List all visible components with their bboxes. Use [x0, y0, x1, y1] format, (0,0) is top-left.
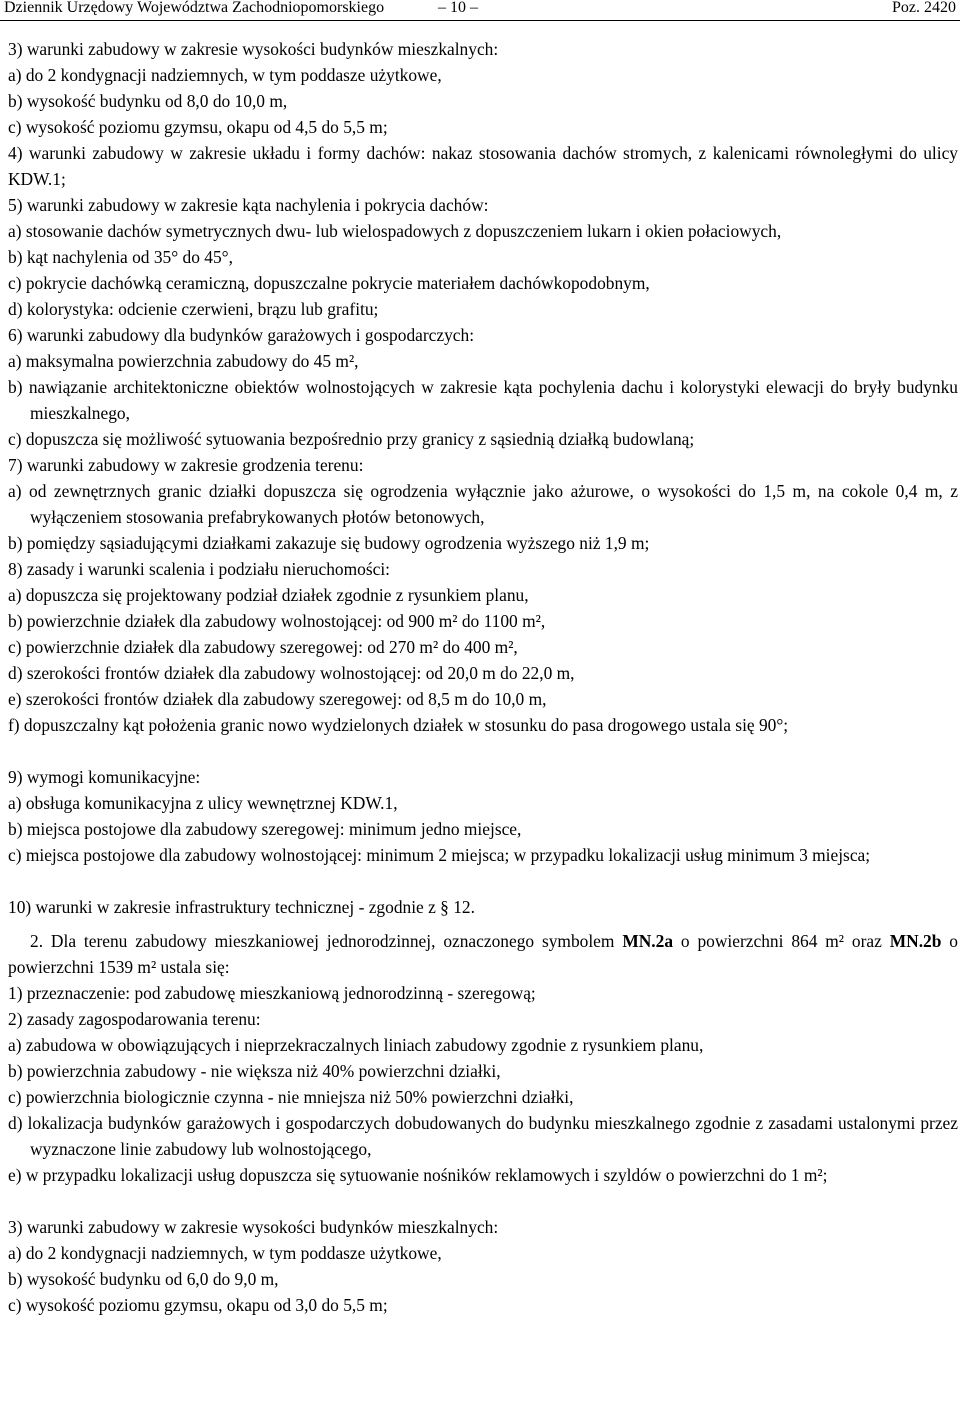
- paragraph: 10) warunki w zakresie infrastruktury technicznej - zgodnie z § 12.: [8, 897, 475, 917]
- journal-title: Dziennik Urzędowy Województwa Zachodniopomorskiego: [4, 0, 385, 16]
- paragraph: 1) przeznaczenie: pod zabudowę mieszkaniową jednorodzinną - szeregową;: [8, 983, 536, 1003]
- paragraph: 2) zasady zagospodarowania terenu:: [8, 1009, 261, 1029]
- document-body: [8, 36, 958, 1318]
- paragraph: 7) warunki zabudowy w zakresie grodzenia terenu:: [8, 455, 364, 475]
- list-item: c) wysokość poziomu gzymsu, okapu od 3,0 do 5,5 m;: [8, 1295, 388, 1315]
- list-item: a) do 2 kondygnacji nadziemnych, w tym poddasze użytkowe,: [8, 1243, 442, 1263]
- list-item: d) szerokości frontów działek dla zabudowy wolnostojącej: od 20,0 m do 22,0 m,: [8, 663, 575, 683]
- paragraph: 8) zasady i warunki scalenia i podziału nieruchomości:: [8, 559, 390, 579]
- list-item: d) lokalizacja budynków garażowych i gospodarczych dobudowanych do budynku mieszkalnego zgodnie z zasadami ustalonymi przez wyznaczone linie zabudowy lub wolnostojącego,: [8, 1113, 958, 1159]
- list-item: b) wysokość budynku od 6,0 do 9,0 m,: [8, 1269, 279, 1289]
- list-item: b) miejsca postojowe dla zabudowy szeregowej: minimum jedno miejsce,: [8, 819, 522, 839]
- section-intro: [8, 928, 958, 980]
- list-item: b) nawiązanie architektoniczne obiektów wolnostojących w zakresie kąta pochylenia dachu i kolorystyki elewacji do bryły budynku mieszkalnego,: [8, 377, 958, 423]
- list-item: b) kąt nachylenia od 35° do 45°,: [8, 247, 233, 267]
- paragraph: 4) warunki zabudowy w zakresie układu i formy dachów: nakaz stosowania dachów stromych, z kalenicami równoległymi do ulicy KDW.1;: [8, 143, 958, 189]
- position-number: Poz. 2420: [892, 0, 956, 16]
- list-item: e) w przypadku lokalizacji usług dopuszcza się sytuowanie nośników reklamowych i szyldów o powierzchni do 1 m²;: [8, 1165, 828, 1185]
- list-item: b) wysokość budynku od 8,0 do 10,0 m,: [8, 91, 288, 111]
- list-item: b) powierzchnia zabudowy - nie większa niż 40% powierzchni działki,: [8, 1061, 501, 1081]
- symbol-mn2a: MN.2a: [622, 931, 674, 951]
- section-intro-text-b: o powierzchni 864 m² oraz: [673, 931, 890, 951]
- list-item: c) dopuszcza się możliwość sytuowania bezpośrednio przy granicy z sąsiednią działką budowlaną;: [8, 429, 695, 449]
- list-item: a) do 2 kondygnacji nadziemnych, w tym poddasze użytkowe,: [8, 65, 442, 85]
- list-item: b) pomiędzy sąsiadującymi działkami zakazuje się budowy ogrodzenia wyższego niż 1,9 m;: [8, 533, 650, 553]
- list-item: c) miejsca postojowe dla zabudowy wolnostojącej: minimum 2 miejsca; w przypadku lokalizacji usług minimum 3 miejsca;: [8, 845, 871, 865]
- list-item: d) kolorystyka: odcienie czerwieni, brązu lub grafitu;: [8, 299, 379, 319]
- list-item: f) dopuszczalny kąt położenia granic nowo wydzielonych działek w stosunku do pasa drogowego ustala się 90°;: [8, 715, 789, 735]
- list-item: a) zabudowa w obowiązujących i nieprzekraczalnych liniach zabudowy zgodnie z rysunkiem planu,: [8, 1035, 704, 1055]
- section-intro-text-c: o powierzchni 1539 m² ustala się:: [8, 931, 958, 977]
- list-item: a) dopuszcza się projektowany podział działek zgodnie z rysunkiem planu,: [8, 585, 529, 605]
- list-item: b) powierzchnie działek dla zabudowy wolnostojącej: od 900 m² do 1100 m²,: [8, 611, 546, 631]
- list-item: a) obsługa komunikacyjna z ulicy wewnętrznej KDW.1,: [8, 793, 398, 813]
- section-intro-text-a: 2. Dla terenu zabudowy mieszkaniowej jednorodzinnej, oznaczonego symbolem: [30, 931, 623, 951]
- list-item: c) powierzchnie działek dla zabudowy szeregowej: od 270 m² do 400 m²,: [8, 637, 518, 657]
- page-header: [0, 0, 960, 21]
- paragraph: 9) wymogi komunikacyjne:: [8, 767, 201, 787]
- list-item: a) stosowanie dachów symetrycznych dwu- lub wielospadowych z dopuszczeniem lukarn i okien połaciowych,: [8, 221, 782, 241]
- list-item: e) szerokości frontów działek dla zabudowy szeregowej: od 8,5 m do 10,0 m,: [8, 689, 547, 709]
- list-item: c) powierzchnia biologicznie czynna - nie mniejsza niż 50% powierzchni działki,: [8, 1087, 574, 1107]
- paragraph: 3) warunki zabudowy w zakresie wysokości budynków mieszkalnych:: [8, 39, 499, 59]
- list-item: a) od zewnętrznych granic działki dopuszcza się ogrodzenia wyłącznie jako ażurowe, o wysokości do 1,5 m, na cokole 0,4 m, z wyłączeniem stosowania prefabrykowanych płotów betonowych,: [8, 481, 958, 527]
- paragraph: 6) warunki zabudowy dla budynków garażowych i gospodarczych:: [8, 325, 475, 345]
- list-item: c) wysokość poziomu gzymsu, okapu od 4,5 do 5,5 m;: [8, 117, 388, 137]
- symbol-mn2b: MN.2b: [889, 931, 942, 951]
- paragraph: 3) warunki zabudowy w zakresie wysokości budynków mieszkalnych:: [8, 1217, 499, 1237]
- list-item: a) maksymalna powierzchnia zabudowy do 45 m²,: [8, 351, 359, 371]
- page-number: – 10 –: [438, 0, 478, 16]
- list-item: c) pokrycie dachówką ceramiczną, dopuszczalne pokrycie materiałem dachówkopodobnym,: [8, 273, 650, 293]
- paragraph: 5) warunki zabudowy w zakresie kąta nachylenia i pokrycia dachów:: [8, 195, 489, 215]
